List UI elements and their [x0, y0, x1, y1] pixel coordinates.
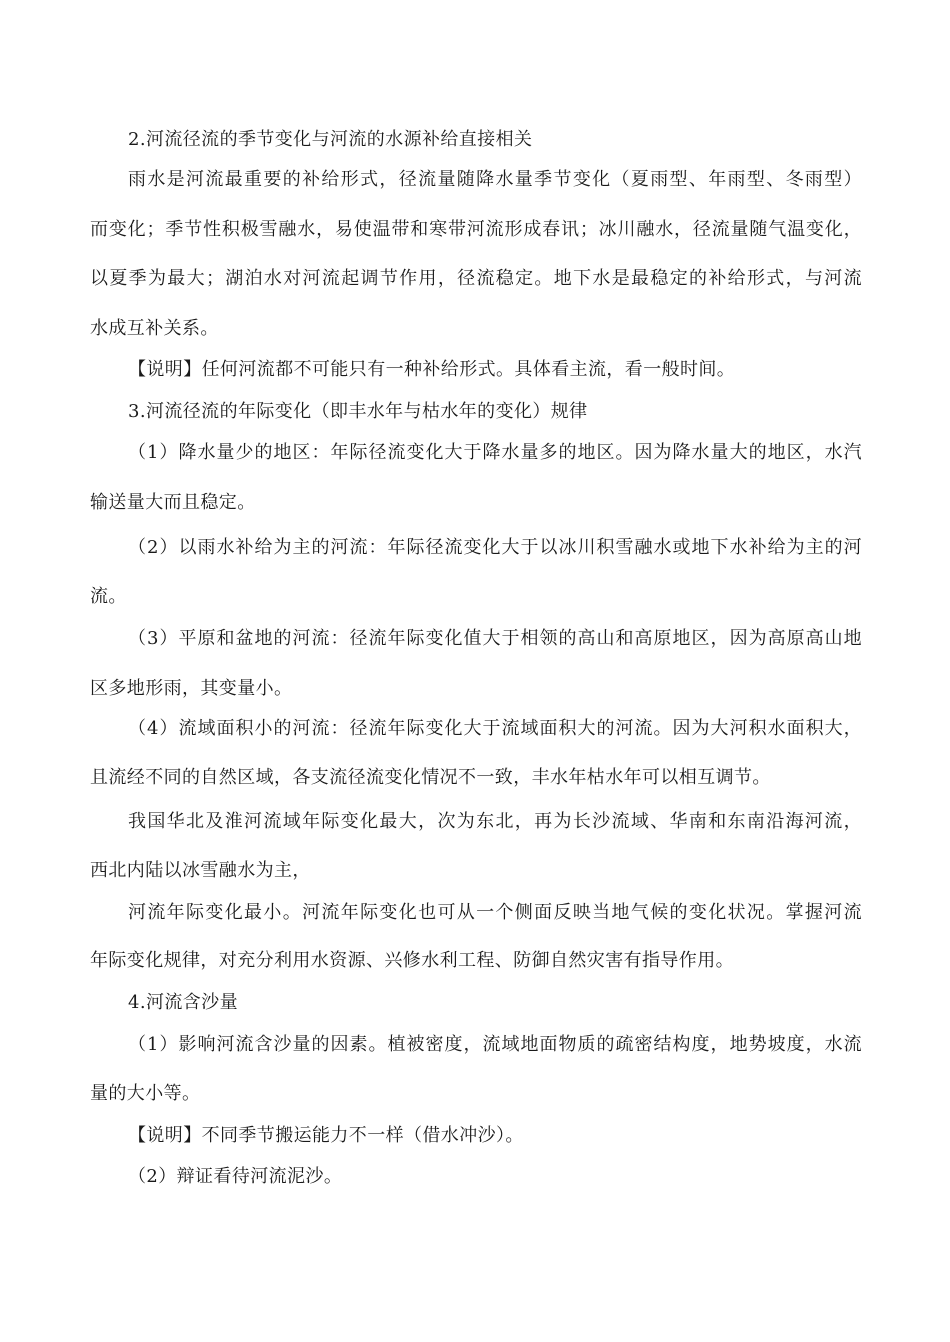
paragraph-line: 且流经不同的自然区域，各支流径流变化情况不一致，丰水年枯水年可以相互调节。 — [90, 767, 771, 788]
note-line: 【说明】任何河流都不可能只有一种补给形式。具体看主流，看一般时间。 — [128, 359, 736, 380]
paragraph-line: 西北内陆以冰雪融水为主， — [90, 860, 311, 881]
paragraph-line: （3）平原和盆地的河流：径流年际变化值大于相领的高山和高原地区，因为高原高山地 — [128, 628, 862, 649]
paragraph-line: （1）影响河流含沙量的因素。植被密度，流域地面物质的疏密结构度，地势坡度，水流 — [128, 1034, 862, 1055]
paragraph-line: 以夏季为最大；湖泊水对河流起调节作用，径流稳定。地下水是最稳定的补给形式，与河流 — [90, 268, 862, 289]
heading-sediment: 4.河流含沙量 — [128, 992, 238, 1013]
note-line: 【说明】不同季节搬运能力不一样（借水冲沙）。 — [128, 1125, 524, 1146]
heading-annual-variation: 3.河流径流的年际变化（即丰水年与枯水年的变化）规律 — [128, 401, 588, 422]
paragraph-line: （1）降水量少的地区：年际径流变化大于降水量多的地区。因为降水量大的地区，水汽 — [128, 442, 862, 463]
paragraph-line: 我国华北及淮河流域年际变化最大，次为东北，再为长沙流域、华南和东南沿海河流， — [128, 811, 862, 832]
paragraph-line: （2）辩证看待河流泥沙。 — [128, 1166, 343, 1187]
heading-seasonal-variation: 2.河流径流的季节变化与河流的水源补给直接相关 — [128, 129, 533, 150]
paragraph-line: 水成互补关系。 — [90, 318, 219, 339]
paragraph-line: 流。 — [90, 586, 127, 607]
paragraph-line: （4）流域面积小的河流：径流年际变化大于流域面积大的河流。因为大河积水面积大， — [128, 718, 862, 739]
paragraph-line: 年际变化规律，对充分利用水资源、兴修水利工程、防御自然灾害有指导作用。 — [90, 950, 734, 971]
paragraph-line: 量的大小等。 — [90, 1083, 201, 1104]
paragraph-line: （2）以雨水补给为主的河流：年际径流变化大于以冰川积雪融水或地下水补给为主的河 — [128, 537, 862, 558]
paragraph-line: 而变化；季节性积极雪融水，易使温带和寒带河流形成春讯；冰川融水，径流量随气温变化， — [90, 219, 862, 240]
paragraph-line: 输送量大而且稳定。 — [90, 492, 256, 513]
paragraph-line: 区多地形雨，其变量小。 — [90, 678, 293, 699]
paragraph-line: 河流年际变化最小。河流年际变化也可从一个侧面反映当地气候的变化状况。掌握河流 — [128, 902, 862, 923]
paragraph-line: 雨水是河流最重要的补给形式，径流量随降水量季节变化（夏雨型、年雨型、冬雨型） — [128, 169, 862, 190]
